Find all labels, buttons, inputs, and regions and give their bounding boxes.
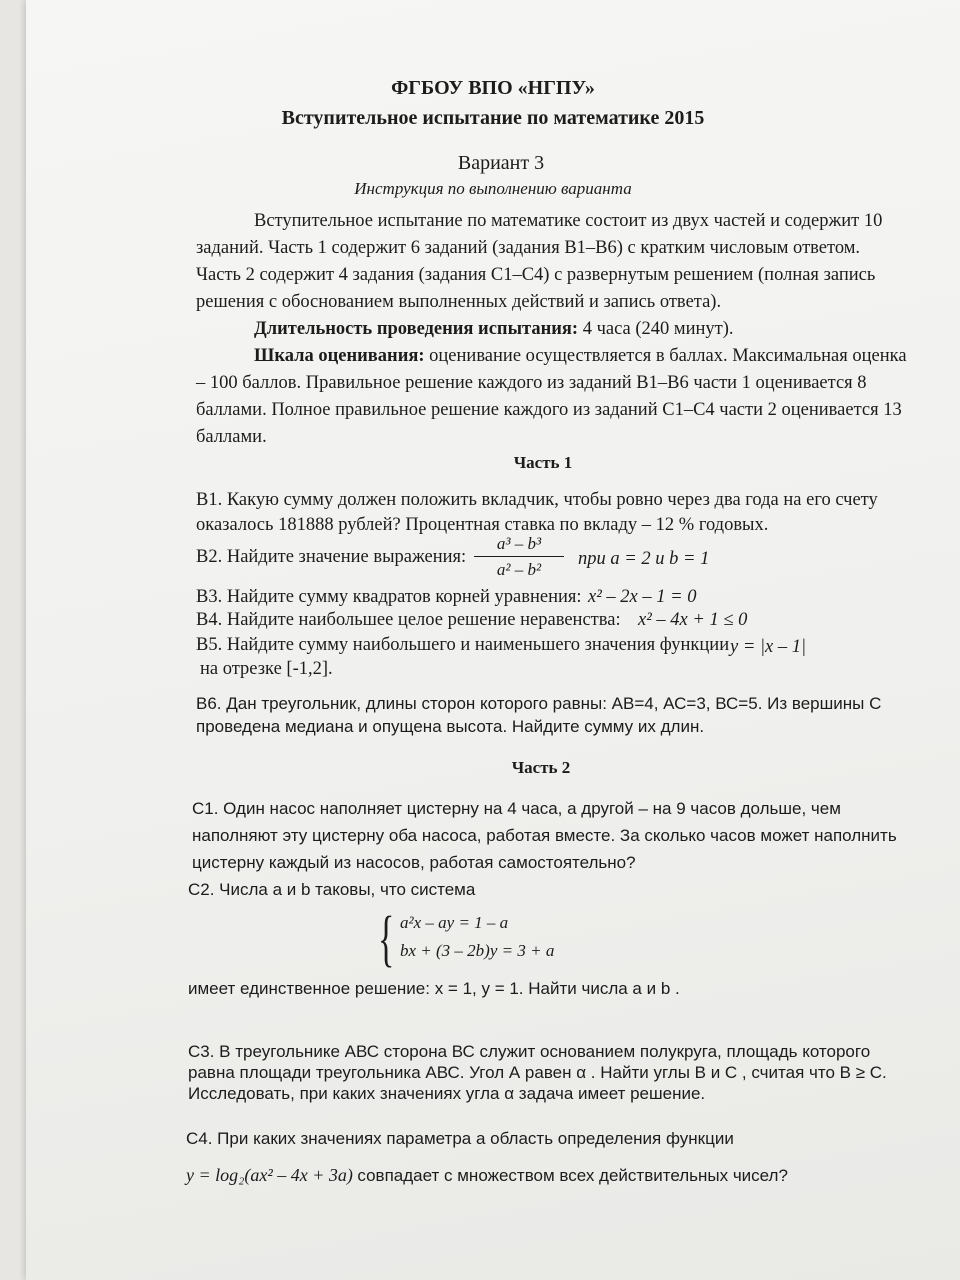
b4-inequality: x² – 4x + 1 ≤ 0 bbox=[638, 610, 748, 630]
system-brace: { bbox=[378, 905, 395, 973]
part1-title: Часть 1 bbox=[513, 453, 573, 472]
scale-text: баллами. bbox=[196, 427, 267, 447]
intro-line: заданий. Часть 1 содержит 6 заданий (задания В1–В6) с кратким числовым ответом. bbox=[196, 238, 861, 258]
task-c2-outro: имеет единственное решение: x = 1, y = 1. Найти числа a и b . bbox=[188, 979, 680, 998]
instruction-title: Инструкция по выполнению варианта bbox=[354, 179, 632, 198]
exam-sheet bbox=[26, 0, 960, 1280]
scale-label: Шкала оценивания: bbox=[254, 346, 425, 366]
variant-title: Вариант 3 bbox=[457, 152, 545, 174]
task-c1-line: цистерну каждый из насосов, работая самостоятельно? bbox=[192, 853, 636, 872]
b2-fraction bbox=[474, 534, 564, 580]
exam-title: Вступительное испытание по математике 2015 bbox=[281, 107, 705, 129]
task-c1-line: наполняют эту цистерну оба насоса, работая вместе. За сколько часов может наполнить bbox=[192, 826, 897, 845]
scale-text: оценивание осуществляется в баллах. Максимальная оценка bbox=[429, 346, 907, 366]
task-c1-line: С1. Один насос наполняет цистерну на 4 часа, а другой – на 9 часов дольше, чем bbox=[192, 799, 841, 818]
b2-condition: при a = 2 и b = 1 bbox=[578, 549, 710, 569]
c4-outro: совпадает с множеством всех действительных чисел? bbox=[357, 1166, 788, 1185]
task-b5-line2: на отрезке [-1,2]. bbox=[200, 659, 333, 679]
intro-line: Вступительное испытание по математике состоит из двух частей и содержит 10 bbox=[254, 211, 883, 231]
task-b6-line: В6. Дан треугольник, длины сторон которого равны: АВ=4, АС=3, ВС=5. Из вершины С bbox=[196, 694, 882, 713]
c2-equation-2: bx + (3 – 2b)y = 3 + a bbox=[400, 941, 555, 960]
org-title: ФГБОУ ВПО «НГПУ» bbox=[391, 77, 595, 99]
scale-text: – 100 баллов. Правильное решение каждого из заданий В1–В6 части 1 оценивается 8 bbox=[196, 373, 867, 393]
task-c4-line2 bbox=[186, 1166, 788, 1184]
duration-line bbox=[254, 320, 734, 339]
scale-text: баллами. Полное правильное решение каждого из заданий С1–С4 части 2 оценивается 13 bbox=[196, 400, 902, 420]
task-b5-text: В5. Найдите сумму наибольшего и наименьшего значения функции bbox=[196, 635, 730, 655]
task-c3-line: Исследовать, при каких значениях угла α задача имеет решение. bbox=[188, 1084, 706, 1103]
task-b1-line: В1. Какую сумму должен положить вкладчик, чтобы ровно через два года на его счету bbox=[196, 490, 878, 510]
task-b1-line: оказалось 181888 рублей? Процентная ставка по вкладу – 12 % годовых. bbox=[196, 515, 769, 535]
part2-title: Часть 2 bbox=[511, 758, 571, 777]
task-b4-text: В4. Найдите наибольшее целое решение неравенства: bbox=[196, 610, 621, 630]
task-c2-intro: С2. Числа a и b таковы, что система bbox=[188, 880, 476, 899]
b3-equation: x² – 2x – 1 = 0 bbox=[588, 587, 697, 607]
b2-numerator: a³ – b³ bbox=[474, 534, 564, 557]
task-c3-line: С3. В треугольнике АВС сторона ВС служит основанием полукруга, площадь которого bbox=[188, 1042, 871, 1061]
c4-function: y = log₂(ax² – 4x + 3a) bbox=[186, 1165, 353, 1185]
task-c3-line: равна площади треугольника АВС. Угол А равен α . Найти углы В и С , считая что В ≥ С. bbox=[188, 1063, 887, 1082]
duration-label: Длительность проведения испытания: bbox=[254, 319, 579, 339]
task-c4-intro: С4. При каких значениях параметра a область определения функции bbox=[186, 1129, 734, 1148]
c2-equation-1: a²x – ay = 1 – a bbox=[400, 913, 509, 932]
duration-value: 4 часа (240 минут). bbox=[582, 319, 734, 339]
task-b3-text: В3. Найдите сумму квадратов корней уравнения: bbox=[196, 587, 582, 607]
scale-line bbox=[254, 347, 907, 366]
intro-line: Часть 2 содержит 4 задания (задания С1–С4) с развернутым решением (полная запись bbox=[196, 265, 876, 285]
intro-line: решения с обоснованием выполненных действий и запись ответа). bbox=[196, 292, 722, 312]
task-b6-line: проведена медиана и опущена высота. Найдите сумму их длин. bbox=[196, 717, 705, 736]
b5-function: y = |x – 1| bbox=[730, 637, 807, 657]
b2-denominator: a² – b² bbox=[496, 560, 542, 579]
task-b2-text: В2. Найдите значение выражения: bbox=[196, 547, 467, 567]
